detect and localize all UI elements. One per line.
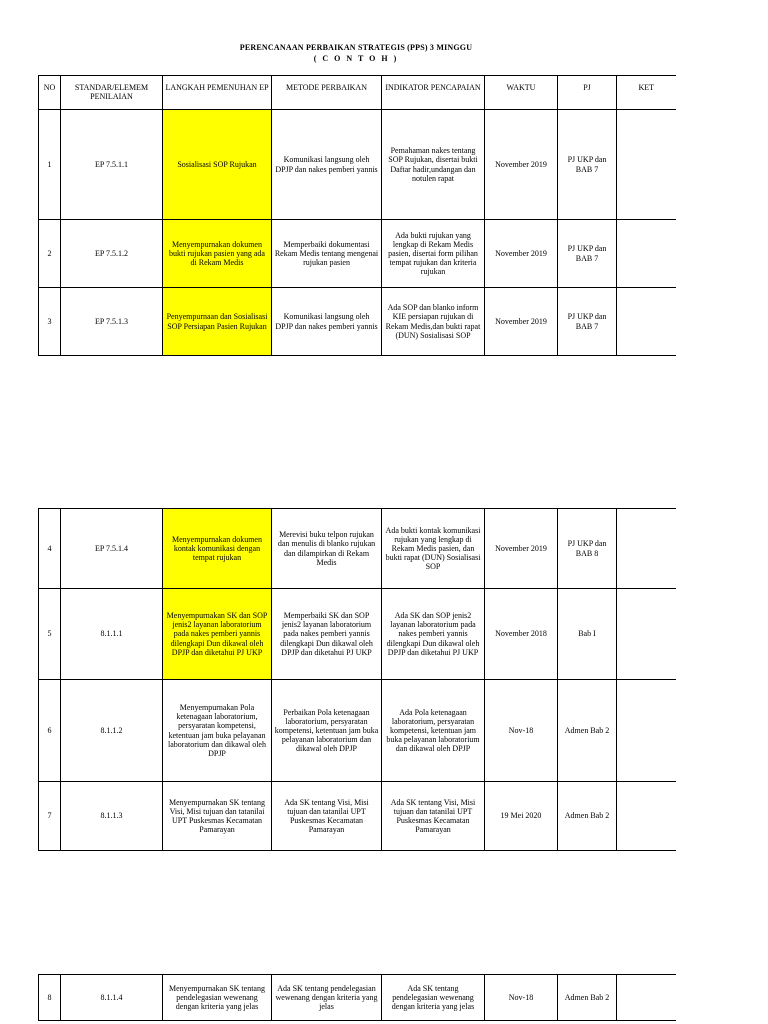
cell-standar: EP 7.5.1.3 <box>61 288 163 356</box>
cell-indikator: Ada SK tentang pendelegasian wewenang dengan kriteria yang jelas <box>382 975 485 1021</box>
cell-langkah: Sosialisasi SOP Rujukan <box>163 110 272 220</box>
cell-pj: PJ UKP dan BAB 8 <box>558 509 617 589</box>
table-row <box>39 782 676 851</box>
header-standar: STANDAR/ELEMEM PENILAIAN <box>61 76 163 110</box>
cell-pj: Bab I <box>558 589 617 680</box>
cell-metode: Memperbaiki SK dan SOP jenis2 layanan laboratorium pada nakes pemberi yannis dilengkapi Dun dikawal oleh DPJP dan diketahui PJ UKP <box>272 589 382 680</box>
cell-ket <box>617 509 676 589</box>
table-row <box>39 975 676 1021</box>
cell-standar: EP 7.5.1.4 <box>61 509 163 589</box>
cell-metode: Ada SK tentang pendelegasian wewenang dengan kriteria yang jelas <box>272 975 382 1021</box>
cell-langkah: Menyempurnakan SK tentang pendelegasian wewenang dengan kriteria yang jelas <box>163 975 272 1021</box>
document-title: PERENCANAAN PERBAIKAN STRATEGIS (PPS) 3 MINGGU <box>239 43 473 52</box>
cell-waktu: Nov-18 <box>485 975 558 1021</box>
table-row <box>39 680 676 782</box>
cell-standar: EP 7.5.1.1 <box>61 110 163 220</box>
cell-ket <box>617 220 676 288</box>
header-pj: PJ <box>558 76 617 110</box>
cell-no: 7 <box>39 782 61 851</box>
cell-standar: 8.1.1.1 <box>61 589 163 680</box>
cell-pj: PJ UKP dan BAB 7 <box>558 110 617 220</box>
cell-ket <box>617 975 676 1021</box>
cell-indikator: Ada SK tentang Visi, Misi tujuan dan tatanilai UPT Puskesmas Kecamatan Pamarayan <box>382 782 485 851</box>
table-row <box>39 288 676 356</box>
cell-waktu: November 2019 <box>485 220 558 288</box>
cell-metode: Komunikasi langsung oleh DPJP dan nakes pemberi yannis <box>272 110 382 220</box>
header-no: NO <box>39 76 61 110</box>
cell-metode: Ada SK tentang Visi, Misi tujuan dan tatanilai UPT Puskesmas Kecamatan Pamarayan <box>272 782 382 851</box>
header-indikator: INDIKATOR PENCAPAIAN <box>382 76 485 110</box>
cell-waktu: Nov-18 <box>485 680 558 782</box>
cell-pj: Admen Bab 2 <box>558 680 617 782</box>
cell-metode: Komunikasi langsung oleh DPJP dan nakes pemberi yannis <box>272 288 382 356</box>
cell-indikator: Ada Pola ketenagaan laboratorium, persyaratan kompetensi, ketentuan jam buka pelayanan laboratorium dan dikawal oleh DPJP <box>382 680 485 782</box>
table-row <box>39 589 676 680</box>
cell-langkah: Penyempurnaan dan Sosialisasi SOP Persiapan Pasien Rujukan <box>163 288 272 356</box>
cell-no: 2 <box>39 220 61 288</box>
cell-waktu: November 2018 <box>485 589 558 680</box>
cell-metode: Perbaikan Pola ketenagaan laboratorium, persyaratan kompetensi, ketentuan jam buka pelayanan laboratorium dan dikawal oleh DPJP <box>272 680 382 782</box>
cell-indikator: Ada bukti kontak komunikasi rujukan yang lengkap di Rekam Medis pasien, dan bukti rapat (DUN) Sosialisasi SOP <box>382 509 485 589</box>
cell-ket <box>617 589 676 680</box>
pps-table-part-1 <box>38 75 676 356</box>
cell-indikator: Ada bukti rujukan yang lengkap di Rekam Medis pasien, disertai form pilihan tempat rujukan dan kriteria rujukan <box>382 220 485 288</box>
cell-no: 5 <box>39 589 61 680</box>
cell-metode: Memperbaiki dokumentasi Rekam Medis tentang mengenai rujukan pasien <box>272 220 382 288</box>
cell-ket <box>617 782 676 851</box>
header-langkah: LANGKAH PEMENUHAN EP <box>163 76 272 110</box>
document-subtitle: ( C O N T O H ) <box>313 54 399 63</box>
pps-table-part-3 <box>38 974 676 1021</box>
cell-indikator: Ada SK dan SOP jenis2 layanan laboratorium pada nakes pemberi yannis dilengkapi Dun dikawal oleh DPJP dan diketahui PJ UKP <box>382 589 485 680</box>
cell-pj: PJ UKP dan BAB 7 <box>558 288 617 356</box>
cell-waktu: November 2019 <box>485 509 558 589</box>
cell-no: 3 <box>39 288 61 356</box>
cell-pj: Admen Bab 2 <box>558 975 617 1021</box>
header-ket: KET <box>617 76 676 110</box>
cell-standar: 8.1.1.4 <box>61 975 163 1021</box>
cell-langkah: Menyempurnakan SK tentang Visi, Misi tujuan dan tatanilai UPT Puskesmas Kecamatan Pamarayan <box>163 782 272 851</box>
table-row <box>39 110 676 220</box>
cell-langkah: Menyempurnakan SK dan SOP jenis2 layanan laboratorium pada nakes pemberi yannis dilengkapi Dun dikawal oleh DPJP dan diketahui PJ UKP <box>163 589 272 680</box>
cell-waktu: November 2019 <box>485 110 558 220</box>
cell-langkah: Menyempurnakan Pola ketenagaan laboratorium, persyaratan kompetensi, ketentuan jam buka pelayanan laboratorium dan dikawal oleh DPJP <box>163 680 272 782</box>
cell-waktu: 19 Mei 2020 <box>485 782 558 851</box>
cell-pj: Admen Bab 2 <box>558 782 617 851</box>
cell-ket <box>617 288 676 356</box>
cell-standar: 8.1.1.2 <box>61 680 163 782</box>
table-row <box>39 509 676 589</box>
cell-indikator: Ada SOP dan blanko inform KIE persiapan rujukan di Rekam Medis,dan bukti rapat (DUN) Sosialisasi SOP <box>382 288 485 356</box>
cell-langkah: Menyempurnakan dokumen bukti rujukan pasien yang ada di Rekam Medis <box>163 220 272 288</box>
pps-table-part-2 <box>38 508 676 851</box>
cell-standar: 8.1.1.3 <box>61 782 163 851</box>
cell-ket <box>617 680 676 782</box>
cell-pj: PJ UKP dan BAB 7 <box>558 220 617 288</box>
cell-no: 8 <box>39 975 61 1021</box>
table-row <box>39 220 676 288</box>
cell-no: 4 <box>39 509 61 589</box>
cell-no: 6 <box>39 680 61 782</box>
cell-metode: Merevisi buku telpon rujukan dan menulis di blanko rujukan dan dilampirkan di Rekam Medis <box>272 509 382 589</box>
cell-no: 1 <box>39 110 61 220</box>
cell-waktu: November 2019 <box>485 288 558 356</box>
cell-langkah: Menyempurnakan dokumen kontak komunikasi dengan tempat rujukan <box>163 509 272 589</box>
header-waktu: WAKTU <box>485 76 558 110</box>
cell-indikator: Pemahaman nakes tentang SOP Rujukan, disertai bukti Daftar hadir,undangan dan notulen rapat <box>382 110 485 220</box>
cell-standar: EP 7.5.1.2 <box>61 220 163 288</box>
table-header-row <box>39 76 676 110</box>
header-metode: METODE PERBAIKAN <box>272 76 382 110</box>
cell-ket <box>617 110 676 220</box>
